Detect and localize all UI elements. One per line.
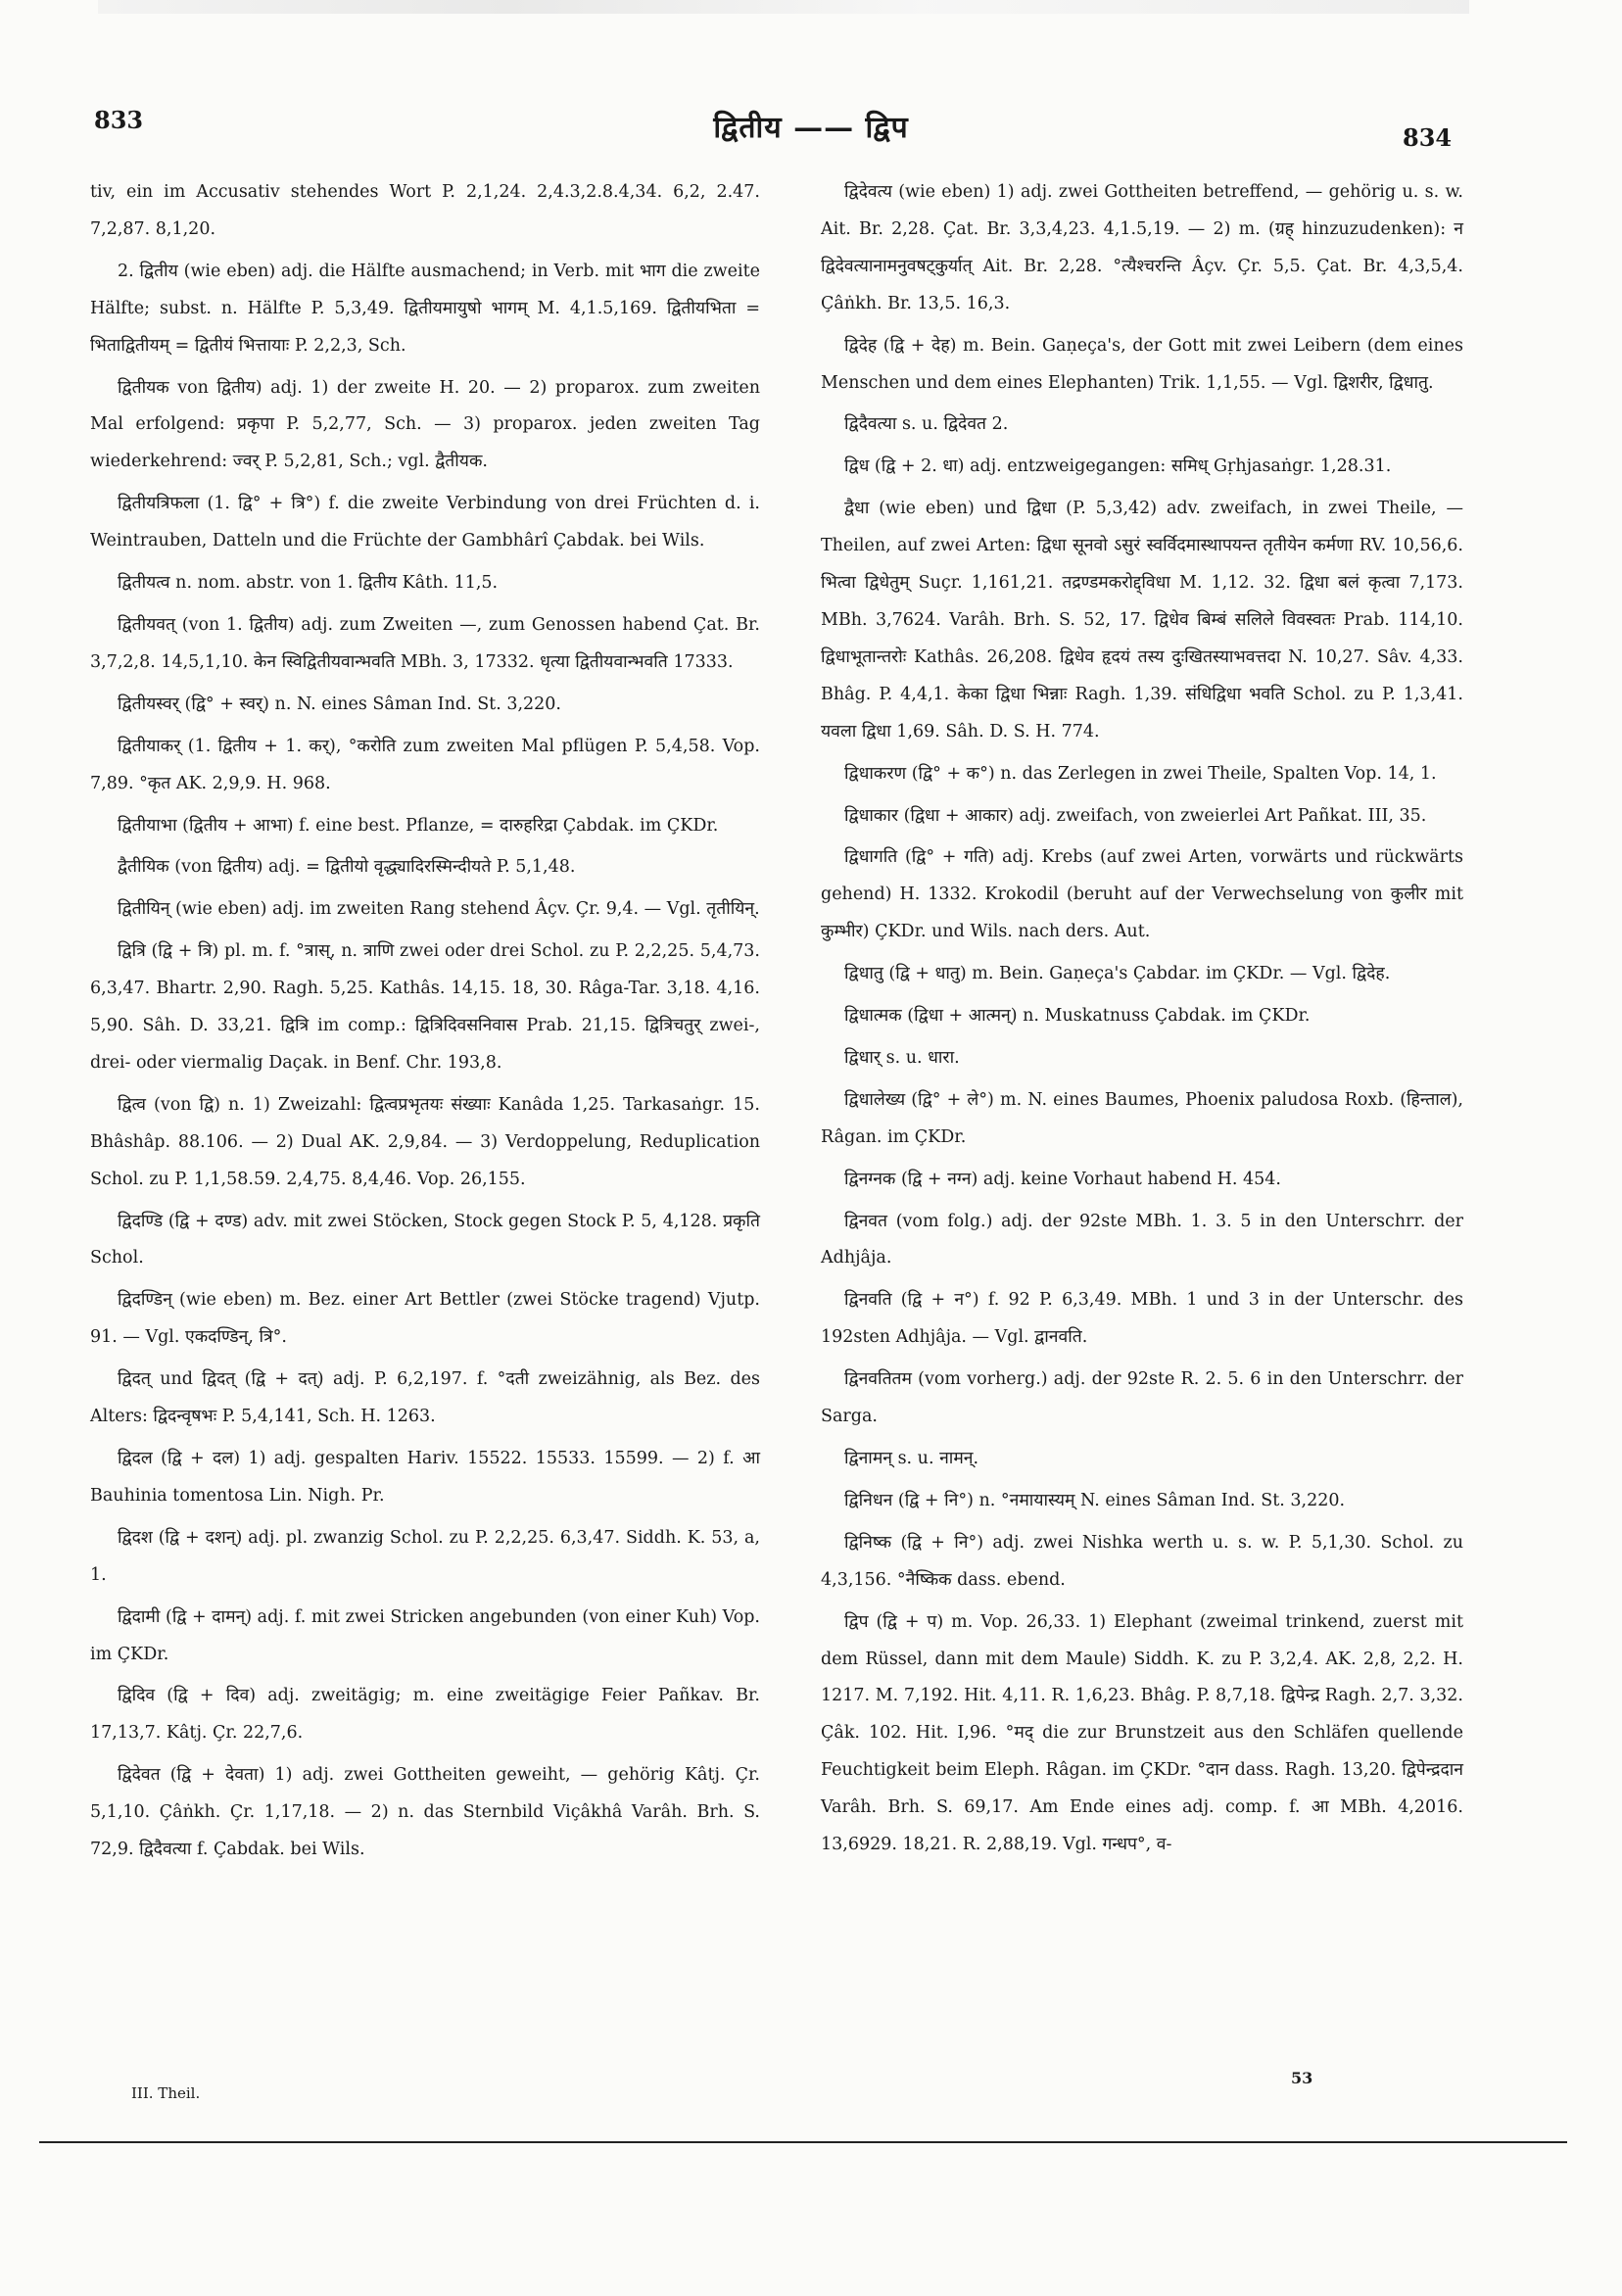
scan-edge-artifact bbox=[98, 0, 1469, 14]
dictionary-entry: द्विदेह (द्वि + देह) m. Bein. Gaṇeça's, der Gott mit zwei Leibern (dem eines Menschen und dem eines Elephanten) Trik. 1,1,55. — Vgl. द्विशरीर, द्विधातु. bbox=[821, 335, 1463, 393]
dictionary-entry: द्वितीयिन् (wie eben) adj. im zweiten Rang stehend Âçv. Çr. 9,4. — Vgl. तृतीयिन्. bbox=[118, 899, 760, 920]
dictionary-entry: द्विध (द्वि + 2. धा) adj. entzweigegangen: समिध् Gṛhjasaṅgr. 1,28.31. bbox=[844, 456, 1392, 477]
dictionary-entry: द्विदामी (द्वि + दामन्) adj. f. mit zwei Stricken angebunden (von einer Kuh) Vop. im ÇKDr. bbox=[90, 1606, 760, 1664]
dictionary-entry: द्वैतीयिक (von द्वितीय) adj. = द्वितीयो वृद्ध्यादिरस्मिन्दीयते P. 5,1,48. bbox=[118, 857, 576, 878]
dictionary-entry: द्वितीयस्वर् (द्वि° + स्वर्) n. N. eines Sâman Ind. St. 3,220. bbox=[118, 694, 561, 714]
dictionary-entry: द्विनामन् s. u. नामन्. bbox=[844, 1449, 979, 1468]
left-column bbox=[90, 174, 760, 1874]
dictionary-entry: द्विनिष्क (द्वि + नि°) adj. zwei Nishka werth u. s. w. P. 5,1,30. Schol. zu 4,3,156. °नैष्किक dass. ebend. bbox=[821, 1532, 1463, 1590]
dictionary-entry: द्विधागति (द्वि° + गति) adj. Krebs (auf zwei Arten, vorwärts und rückwärts gehend) H. 1332. Krokodil (beruht auf der Verwechselung von कुलीर mit कुम्भीर) ÇKDr. und Wils. nach ders. Aut. bbox=[821, 847, 1463, 942]
dictionary-entry: द्वितीयाकर् (1. द्वितीय + 1. कर्), °करोति zum zweiten Mal pflügen P. 5,4,58. Vop. 7,89. °कृत AK. 2,9,9. H. 968. bbox=[90, 736, 760, 793]
dictionary-entry: द्विधाकार (द्विधा + आकार) adj. zweifach, von zweierlei Art Pañkat. III, 35. bbox=[844, 805, 1427, 826]
dictionary-entry: द्विदिव (द्वि + दिव) adj. zweitägig; m. eine zweitägige Feier Pañkav. Br. 17,13,7. Kâtj. Çr. 22,7,6. bbox=[90, 1686, 760, 1744]
dictionary-entry: द्विदश (द्वि + दशन्) adj. pl. zwanzig Schol. zu P. 2,2,25. 6,3,47. Siddh. K. 53, a, 1. bbox=[90, 1527, 760, 1585]
dictionary-entry: द्विधातु (द्वि + धातु) m. Bein. Gaṇeça's Çabdar. im ÇKDr. — Vgl. द्विदेह. bbox=[844, 964, 1391, 984]
dictionary-entry: द्विधात्मक (द्विधा + आत्मन्) n. Muskatnuss Çabdak. im ÇKDr. bbox=[844, 1006, 1311, 1027]
dictionary-entry: द्विदल (द्वि + दल) 1) adj. gespalten Hariv. 15522. 15533. 15599. — 2) f. आ Bauhinia tomentosa Lin. Nigh. Pr. bbox=[90, 1449, 760, 1506]
dictionary-entry: द्वितीयाभा (द्वितीय + आभा) f. eine best. Pflanze, = दारुहरिद्रा Çabdak. im ÇKDr. bbox=[118, 815, 719, 836]
dictionary-entry: द्वितीयत्व n. nom. abstr. von 1. द्वितीय Kâth. 11,5. bbox=[118, 573, 499, 594]
dictionary-entry: द्विदण्डिन् (wie eben) m. Bez. einer Art Bettler (zwei Stöcke tragend) Vjutp. 91. — Vgl. एकदण्डिन्, त्रि°. bbox=[90, 1290, 760, 1348]
dictionary-entry: 2. द्वितीय (wie eben) adj. die Hälfte ausmachend; in Verb. mit भाग die zweite Hälfte; subst. n. Hälfte P. 5,3,49. द्वितीयमायुषो भागम् M. 4,1.5,169. द्वितीयभिता = भिताद्वितीयम् = द्वितीयं भित्तायाः P. 2,2,3, Sch. bbox=[90, 261, 760, 356]
dictionary-entry: द्वित्व (von द्वि) n. 1) Zweizahl: द्वित्वप्रभृतयः संख्याः Kanâda 1,25. Tarkasaṅgr. 15. Bhâshâp. 88.106. — 2) Dual AK. 2,9,84. — 3) Verdoppelung, Reduplication Schol. zu P. 1,1,58.59. 2,4,75. 8,4,46. Vop. 26,155. bbox=[90, 1094, 760, 1189]
dictionary-entry: द्विप (द्वि + प) m. Vop. 26,33. 1) Elephant (zweimal trinkend, zuerst mit dem Rüssel, dann mit dem Maule) Siddh. K. zu P. 3,2,4. AK. 2,8, 2,2. H. 1217. M. 7,192. Hit. 4,11. R. 1,6,23. Bhâg. P. 8,7,18. द्विपेन्द्र Ragh. 2,7. 3,32. Çâk. 102. Hit. I,96. °मद् die zur Brunstzeit aus den Schläfen quellende Feuchtigkeit beim Eleph. Râgan. im ÇKDr. °दान dass. Ragh. 13,20. द्विपेन्द्रदान Varâh. Brh. S. 69,17. Am Ende eines adj. comp. f. आ MBh. 4,2016. 13,6929. 18,21. R. 2,88,19. Vgl. गन्धप°, व- bbox=[821, 1611, 1463, 1855]
dictionary-entry: द्वैधा (wie eben) und द्विधा (P. 5,3,42) adv. zweifach, in zwei Theile, — Theilen, auf zwei Arten: द्विधा सूनवो ऽसुरं स्वर्विदमास्थापयन्त तृतीयेन कर्मणा RV. 10,56,6. भित्वा द्विधेतुम् Suçr. 1,161,21. तद्रण्डमकरोद्द्विधा M. 1,12. 32. द्विधा बलं कृत्वा 7,173. MBh. 3,7624. Varâh. Brh. S. 52, 17. द्विधेव बिम्बं सलिले विवस्वतः Prab. 114,10. द्विधाभूतान्तरोः Kathâs. 26,208. द्विधेव हृदयं तस्य दुःखितस्याभवत्तदा N. 10,27. Sâv. 4,33. Bhâg. P. 4,4,1. केका द्विधा भिन्नाः Ragh. 1,39. संधिद्विधा भवति Schol. zu P. 1,3,41. यवला द्विधा 1,69. Sâh. D. S. H. 774. bbox=[821, 499, 1463, 741]
dictionary-entry: द्विदण्डि (द्वि + दण्ड) adv. mit zwei Stöcken, Stock gegen Stock P. 5, 4,128. प्रकृति Schol. bbox=[90, 1211, 760, 1268]
sheet-signature: 53 bbox=[1291, 2069, 1313, 2087]
dictionary-entry: द्विनवत (vom folg.) adj. der 92ste MBh. 1. 3. 5 in den Unterschrr. der Adhjâja. bbox=[821, 1211, 1463, 1268]
page-number-right: 834 bbox=[1403, 123, 1453, 152]
dictionary-entry: द्विधालेख्य (द्वि° + ले°) m. N. eines Baumes, Phoenix paludosa Roxb. (हिन्ताल), Râgan. im ÇKDr. bbox=[821, 1089, 1463, 1147]
dictionary-entry: द्वितीयक von द्वितीय) adj. 1) der zweite H. 20. — 2) proparox. zum zweiten Mal erfolgend: प्रकृपा P. 5,2,77, Sch. — 3) proparox. jeden zweiten Tag wiederkehrend: ज्वर् P. 5,2,81, Sch.; vgl. द्वैतीयक. bbox=[90, 377, 760, 472]
dictionary-entry: द्विदेवत्य (wie eben) 1) adj. zwei Gottheiten betreffend, — gehörig u. s. w. Ait. Br. 2,28. Çat. Br. 3,3,4,23. 4,1.5,19. — 2) m. (ग्रह् hinzuzudenken): न द्विदेवत्यानामनुवषट्कुर्यात् Ait. Br. 2,28. °त्यैश्चरन्ति Âçv. Çr. 5,5. Çat. Br. 4,3,5,4. Çâṅkh. Br. 13,5. 16,3. bbox=[821, 182, 1463, 313]
dictionary-entry: द्विनिधन (द्वि + नि°) n. °नमायास्यम् N. eines Sâman Ind. St. 3,220. bbox=[844, 1490, 1346, 1510]
running-head: द्वितीय —— द्विप bbox=[713, 111, 909, 145]
dictionary-entry: द्वितीयत्रिफला (1. द्वि° + त्रि°) f. die zweite Verbindung von drei Früchten d. i. Weintrauben, Datteln und die Früchte der Gambhârî Çabdak. bei Wils. bbox=[90, 494, 760, 551]
dictionary-entry: द्विधार् s. u. धारा. bbox=[844, 1047, 960, 1068]
dictionary-entry: द्विनवतितम (vom vorherg.) adj. der 92ste R. 2. 5. 6 in den Unterschrr. der Sarga. bbox=[821, 1369, 1463, 1427]
volume-signature: III. Theil. bbox=[131, 2084, 201, 2102]
dictionary-entry: द्विदत् und द्विदत् (द्वि + दत्) adj. P. 6,2,197. f. °दती zweizähnig, als Bez. des Alters: द्विदन्वृषभः P. 5,4,141, Sch. H. 1263. bbox=[90, 1369, 760, 1427]
right-column bbox=[821, 174, 1463, 1869]
page-divider-rule bbox=[39, 2141, 1567, 2143]
dictionary-entry: द्विदैवत्या s. u. द्विदेवत 2. bbox=[844, 414, 1009, 435]
dictionary-entry: द्वित्रि (द्वि + त्रि) pl. m. f. °त्रास्, n. त्राणि zwei oder drei Schol. zu P. 2,2,25. 5,4,73. 6,3,47. Bhartr. 2,90. Ragh. 5,25. Kathâs. 14,15. 18, 30. Râga-Tar. 3,18. 4,16. 5,90. Sâh. D. 33,21. द्वित्रि im comp.: द्वित्रिदिवसनिवास Prab. 21,15. द्वित्रिचतुर् zwei-, drei- oder viermalig Daçak. in Benf. Chr. 193,8. bbox=[90, 941, 760, 1073]
dictionary-entry: द्विनवति (द्वि + न°) f. 92 P. 6,3,49. MBh. 1 und 3 in der Unterschr. des 192sten Adhjâja. — Vgl. द्वानवति. bbox=[821, 1290, 1463, 1348]
dictionary-entry: tiv, ein im Accusativ stehendes Wort P. 2,1,24. 2,4.3,2.8.4,34. 6,2, 2.47. 7,2,87. 8,1,20. bbox=[90, 182, 760, 239]
page-number-left: 833 bbox=[94, 106, 144, 134]
dictionary-entry: द्विनग्नक (द्वि + नग्न) adj. keine Vorhaut habend H. 454. bbox=[844, 1169, 1281, 1189]
dictionary-entry: द्वितीयवत् (von 1. द्वितीय) adj. zum Zweiten —, zum Genossen habend Çat. Br. 3,7,2,8. 14,5,1,10. केन स्विद्वितीयवान्भवति MBh. 3, 17332. धृत्या द्वितीयवान्भवति 17333. bbox=[90, 614, 760, 672]
dictionary-entry: द्विधाकरण (द्वि° + क°) n. das Zerlegen in zwei Theile, Spalten Vop. 14, 1. bbox=[844, 763, 1437, 784]
dictionary-entry: द्विदेवत (द्वि + देवता) 1) adj. zwei Gottheiten geweiht, — gehörig Kâtj. Çr. 5,1,10. Çâṅkh. Çr. 1,17,18. — 2) n. das Sternbild Viçâkhâ Varâh. Brh. S. 72,9. द्विदैवत्या f. Çabdak. bei Wils. bbox=[90, 1765, 760, 1860]
